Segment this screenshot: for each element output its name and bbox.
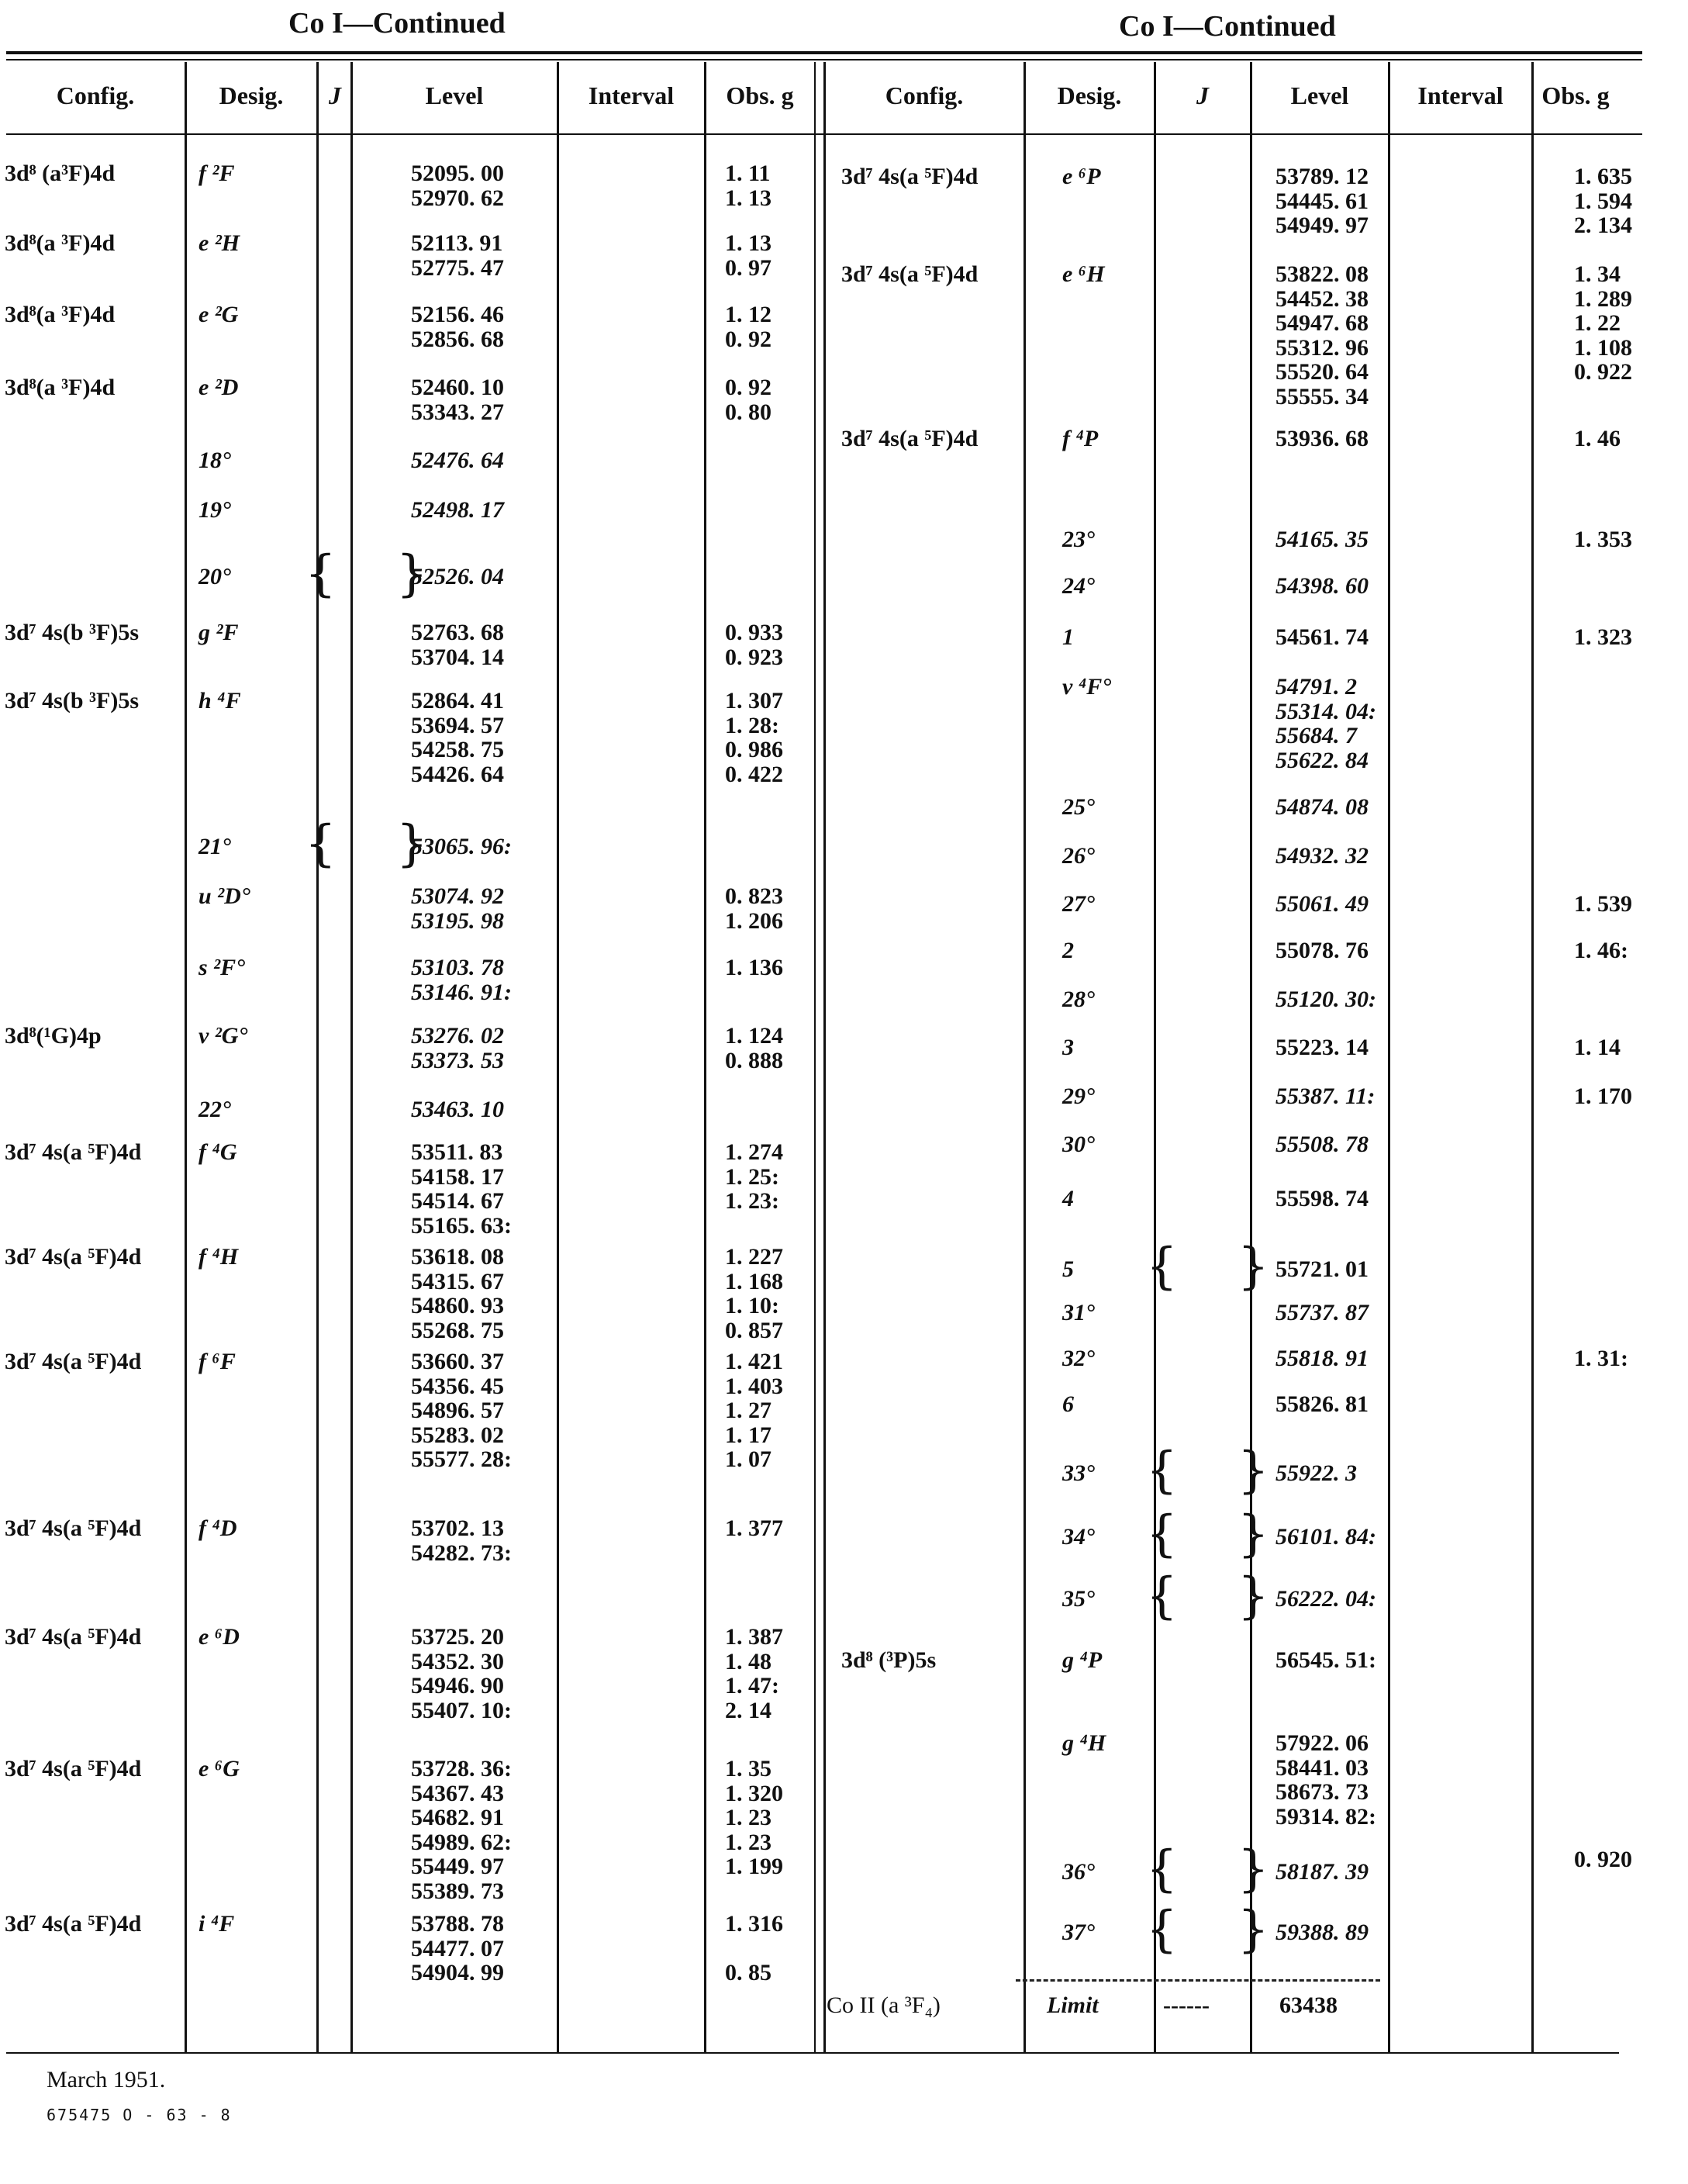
obs-g-cell: 1. 46 xyxy=(1574,426,1621,451)
config-cell: 3d⁸ (a³F)4d xyxy=(5,161,116,186)
designation-cell: h ⁴F xyxy=(198,688,241,714)
obs-g-cell: 1. 387 1. 48 1. 47: 2. 14 xyxy=(725,1624,783,1723)
column-divider xyxy=(1250,62,1252,2052)
level-cell: 55818. 91 xyxy=(1275,1346,1369,1371)
level-cell: 56101. 84: xyxy=(1275,1523,1376,1550)
brace-right-icon: } xyxy=(1238,1238,1269,1295)
designation-cell: 5 xyxy=(1062,1256,1074,1282)
level-cell: 53276. 02 53373. 53 xyxy=(411,1023,504,1073)
obs-g-cell: 1. 46: xyxy=(1574,938,1628,963)
level-cell: 52156. 46 52856. 68 xyxy=(411,302,504,352)
designation-cell: e ⁶G xyxy=(198,1756,240,1781)
designation-cell: 6 xyxy=(1062,1391,1074,1417)
config-cell: 3d⁸(a ³F)4d xyxy=(5,375,116,400)
brace-left-icon: { xyxy=(1146,1442,1178,1499)
config-cell: 3d⁷ 4s(a ⁵F)4d xyxy=(841,164,979,189)
obs-g-cell: 0. 933 0. 923 xyxy=(725,620,783,670)
limit-j-dash: ------ xyxy=(1163,1992,1210,2018)
designation-cell: 23° xyxy=(1062,527,1095,552)
level-cell: 59388. 89 xyxy=(1275,1919,1369,1945)
designation-cell: 37° xyxy=(1062,1919,1095,1945)
config-cell: 3d⁷ 4s(a ⁵F)4d xyxy=(5,1244,142,1270)
designation-cell: i ⁴F xyxy=(198,1911,235,1937)
designation-cell: 35° xyxy=(1062,1585,1095,1612)
level-cell: 55120. 30: xyxy=(1275,987,1376,1012)
designation-cell: 1 xyxy=(1062,624,1074,650)
level-cell: 57922. 06 58441. 03 58673. 73 59314. 82: xyxy=(1275,1730,1376,1830)
level-cell: 52113. 91 52775. 47 xyxy=(411,230,504,281)
limit-dash-line xyxy=(1016,1979,1380,1982)
obs-g-cell: 1. 11 1. 13 xyxy=(725,161,772,211)
designation-cell: v ⁴F° xyxy=(1062,674,1112,700)
designation-cell: s ²F° xyxy=(198,955,246,980)
designation-cell: g ²F xyxy=(198,620,239,645)
level-cell: 53728. 36: 54367. 43 54682. 91 54989. 62: 55449. 97 55389. 73 xyxy=(411,1756,512,1904)
obs-g-cell: 1. 377 xyxy=(725,1515,783,1541)
level-cell: 53511. 83 54158. 17 54514. 67 55165. 63: xyxy=(411,1139,512,1239)
header-desig: Desig. xyxy=(219,81,284,109)
top-rule-thick xyxy=(6,51,1642,54)
footer-date: March 1951. xyxy=(47,2067,166,2092)
column-divider xyxy=(1388,62,1390,2052)
obs-g-cell: 1. 136 xyxy=(725,955,783,980)
brace-right-icon: } xyxy=(1238,1442,1269,1499)
level-cell: 55721. 01 xyxy=(1275,1256,1369,1282)
designation-cell: f ⁴P xyxy=(1062,426,1099,451)
level-cell: 54791. 2 55314. 04: 55684. 7 55622. 84 xyxy=(1275,674,1376,773)
config-cell: 3d⁸ (³P)5s xyxy=(841,1647,937,1673)
designation-cell: e ⁶D xyxy=(198,1624,240,1650)
header-obs-g: Obs. g xyxy=(1541,81,1610,109)
header-j: J xyxy=(1196,81,1209,109)
designation-cell: 31° xyxy=(1062,1300,1095,1325)
designation-cell: e ²G xyxy=(198,302,239,327)
level-cell: 53463. 10 xyxy=(411,1097,504,1122)
level-cell: 55922. 3 xyxy=(1275,1460,1357,1486)
designation-cell: 28° xyxy=(1062,987,1095,1012)
obs-g-cell: 0. 92 0. 80 xyxy=(725,375,772,425)
level-cell: 55508. 78 xyxy=(1275,1132,1369,1157)
config-cell: 3d⁷ 4s(a ⁵F)4d xyxy=(5,1911,142,1937)
obs-g-cell: 1. 316 0. 85 xyxy=(725,1911,783,1985)
designation-cell: f ⁴H xyxy=(198,1244,239,1270)
level-cell: 54561. 74 xyxy=(1275,624,1369,650)
obs-g-cell: 1. 34 1. 289 1. 22 1. 108 0. 922 xyxy=(1574,261,1632,385)
level-cell: 55737. 87 xyxy=(1275,1300,1369,1325)
level-cell: 55598. 74 xyxy=(1275,1186,1369,1211)
designation-cell: e ²H xyxy=(198,230,240,256)
column-divider xyxy=(557,62,559,2052)
obs-g-cell: 1. 12 0. 92 xyxy=(725,302,772,352)
brace-right-icon: } xyxy=(1238,1840,1269,1898)
config-cell: 3d⁷ 4s(a ⁵F)4d xyxy=(5,1756,142,1781)
level-cell: 52526. 04 xyxy=(411,563,504,589)
header-config: Config. xyxy=(885,81,964,109)
level-cell: 53725. 20 54352. 30 54946. 90 55407. 10: xyxy=(411,1624,512,1723)
level-cell: 53103. 78 53146. 91: xyxy=(411,955,512,1005)
obs-g-cell: 1. 307 1. 28: 0. 986 0. 422 xyxy=(725,688,783,787)
level-cell: 53702. 13 54282. 73: xyxy=(411,1515,512,1566)
obs-g-cell: 1. 323 xyxy=(1574,624,1632,650)
level-cell: 52095. 00 52970. 62 xyxy=(411,161,504,211)
level-cell: 53660. 37 54356. 45 54896. 57 55283. 02 55577. 28: xyxy=(411,1349,512,1472)
designation-cell: 27° xyxy=(1062,891,1095,917)
level-cell: 55078. 76 xyxy=(1275,938,1369,963)
obs-g-cell: 1. 170 xyxy=(1574,1083,1632,1109)
level-cell: 58187. 39 xyxy=(1275,1858,1369,1885)
level-cell: 56545. 51: xyxy=(1275,1647,1376,1673)
bottom-rule xyxy=(6,2052,1619,2054)
column-divider xyxy=(814,62,816,2052)
obs-g-cell: 1. 274 1. 25: 1. 23: xyxy=(725,1139,783,1214)
header-obs-g: Obs. g xyxy=(726,81,794,109)
column-divider xyxy=(823,62,826,2052)
designation-cell: 22° xyxy=(198,1097,231,1122)
column-divider xyxy=(185,62,187,2052)
config-cell: 3d⁷ 4s(a ⁵F)4d xyxy=(841,261,979,287)
designation-cell: v ²G° xyxy=(198,1023,248,1049)
header-config: Config. xyxy=(56,81,135,109)
level-cell: 56222. 04: xyxy=(1275,1585,1376,1612)
brace-right-icon: } xyxy=(396,545,428,603)
obs-g-cell: 1. 353 xyxy=(1574,527,1632,552)
designation-cell: e ⁶H xyxy=(1062,261,1105,287)
header-desig: Desig. xyxy=(1057,81,1122,109)
brace-left-icon: { xyxy=(1146,1840,1178,1898)
level-cell: 55061. 49 xyxy=(1275,891,1369,917)
designation-cell: f ⁶F xyxy=(198,1349,236,1374)
designation-cell: 2 xyxy=(1062,938,1074,963)
column-divider xyxy=(1154,62,1156,2052)
column-divider xyxy=(350,62,353,2052)
designation-cell: 18° xyxy=(198,448,231,473)
obs-g-cell: 1. 124 0. 888 xyxy=(725,1023,783,1073)
designation-cell: 33° xyxy=(1062,1460,1095,1486)
column-divider xyxy=(316,62,319,2052)
top-rule-thin xyxy=(6,59,1642,60)
header-interval: Interval xyxy=(588,81,675,109)
level-cell: 55223. 14 xyxy=(1275,1035,1369,1060)
header-level: Level xyxy=(425,81,484,109)
obs-g-cell: 1. 31: xyxy=(1574,1346,1628,1371)
header-level: Level xyxy=(1290,81,1349,109)
obs-g-cell: 1. 227 1. 168 1. 10: 0. 857 xyxy=(725,1244,783,1343)
designation-cell: e ²D xyxy=(198,375,239,400)
obs-g-cell: 0. 823 1. 206 xyxy=(725,883,783,934)
designation-cell: g ⁴H xyxy=(1062,1730,1106,1756)
level-cell: 53074. 92 53195. 98 xyxy=(411,883,504,934)
config-cell: 3d⁷ 4s(b ³F)5s xyxy=(5,620,140,645)
limit-level: 63438 xyxy=(1279,1992,1338,2018)
brace-right-icon: } xyxy=(396,815,428,873)
designation-cell: f ⁴G xyxy=(198,1139,237,1165)
level-cell: 55387. 11: xyxy=(1275,1083,1376,1109)
config-cell: 3d⁷ 4s(a ⁵F)4d xyxy=(5,1139,142,1165)
level-cell: 53789. 12 54445. 61 54949. 97 xyxy=(1275,164,1369,238)
brace-right-icon: } xyxy=(1238,1505,1269,1563)
obs-g-cell: 1. 539 xyxy=(1574,891,1632,917)
title-right: Co I—Continued xyxy=(1119,10,1336,43)
designation-cell: e ⁶P xyxy=(1062,164,1101,189)
level-cell: 54165. 35 xyxy=(1275,527,1369,552)
designation-cell: 30° xyxy=(1062,1132,1095,1157)
limit-desig: Limit xyxy=(1047,1992,1099,2018)
brace-left-icon: { xyxy=(1146,1567,1178,1625)
designation-cell: 34° xyxy=(1062,1523,1095,1550)
level-cell: 52460. 10 53343. 27 xyxy=(411,375,504,425)
column-divider xyxy=(704,62,706,2052)
config-cell: 3d⁷ 4s(b ³F)5s xyxy=(5,688,140,714)
obs-g-cell: 1. 14 xyxy=(1574,1035,1621,1060)
designation-cell: g ⁴P xyxy=(1062,1647,1103,1673)
designation-cell: 20° xyxy=(198,563,231,589)
brace-left-icon: { xyxy=(1146,1238,1178,1295)
level-cell: 55826. 81 xyxy=(1275,1391,1369,1417)
obs-g-cell: 1. 421 1. 403 1. 27 1. 17 1. 07 xyxy=(725,1349,783,1472)
designation-cell: 26° xyxy=(1062,843,1095,869)
designation-cell: 19° xyxy=(198,497,231,523)
level-cell: 52498. 17 xyxy=(411,497,504,523)
brace-left-icon: { xyxy=(1146,1505,1178,1563)
brace-left-icon: { xyxy=(305,545,337,603)
designation-cell: 3 xyxy=(1062,1035,1074,1060)
config-cell: 3d⁸(a ³F)4d xyxy=(5,302,116,327)
header-interval: Interval xyxy=(1417,81,1503,109)
config-cell: 3d⁷ 4s(a ⁵F)4d xyxy=(841,426,979,451)
config-cell: 3d⁸(a ³F)4d xyxy=(5,230,116,256)
obs-g-cell: 1. 635 1. 594 2. 134 xyxy=(1574,164,1632,238)
designation-cell: 21° xyxy=(198,833,231,859)
config-cell: 3d⁸(¹G)4p xyxy=(5,1023,102,1049)
level-cell: 52476. 64 xyxy=(411,448,504,473)
level-cell: 53822. 08 54452. 38 54947. 68 55312. 96 55520. 64 55555. 34 xyxy=(1275,261,1369,410)
config-cell: 3d⁷ 4s(a ⁵F)4d xyxy=(5,1349,142,1374)
brace-right-icon: } xyxy=(1238,1567,1269,1625)
level-cell: 53618. 08 54315. 67 54860. 93 55268. 75 xyxy=(411,1244,504,1343)
obs-g-cell: 0. 920 xyxy=(1574,1847,1632,1872)
footer-code: 675475 O - 63 - 8 xyxy=(47,2106,232,2124)
config-cell: 3d⁷ 4s(a ⁵F)4d xyxy=(5,1515,142,1541)
limit-config: Co II (a ³F₄) xyxy=(827,1992,941,2018)
config-cell: 3d⁷ 4s(a ⁵F)4d xyxy=(5,1624,142,1650)
column-divider xyxy=(1531,62,1534,2052)
level-cell: 53936. 68 xyxy=(1275,426,1369,451)
level-cell: 54932. 32 xyxy=(1275,843,1369,869)
level-cell: 53788. 78 54477. 07 54904. 99 xyxy=(411,1911,504,1985)
designation-cell: 4 xyxy=(1062,1186,1074,1211)
designation-cell: 36° xyxy=(1062,1858,1095,1885)
designation-cell: f ⁴D xyxy=(198,1515,237,1541)
obs-g-cell: 1. 13 0. 97 xyxy=(725,230,772,281)
designation-cell: 29° xyxy=(1062,1083,1095,1109)
level-cell: 54874. 08 xyxy=(1275,794,1369,820)
designation-cell: 32° xyxy=(1062,1346,1095,1371)
brace-left-icon: { xyxy=(1146,1901,1178,1958)
brace-right-icon: } xyxy=(1238,1901,1269,1958)
brace-left-icon: { xyxy=(305,815,337,873)
designation-cell: u ²D° xyxy=(198,883,250,909)
header-j: J xyxy=(329,81,341,109)
level-cell: 53065. 96: xyxy=(411,833,512,859)
designation-cell: f ²F xyxy=(198,161,235,186)
obs-g-cell: 1. 35 1. 320 1. 23 1. 23 1. 199 xyxy=(725,1756,783,1879)
level-cell: 52864. 41 53694. 57 54258. 75 54426. 64 xyxy=(411,688,504,787)
title-left: Co I—Continued xyxy=(288,7,506,40)
designation-cell: 25° xyxy=(1062,794,1095,820)
column-divider xyxy=(1024,62,1026,2052)
level-cell: 54398. 60 xyxy=(1275,573,1369,599)
designation-cell: 24° xyxy=(1062,573,1095,599)
level-cell: 52763. 68 53704. 14 xyxy=(411,620,504,670)
